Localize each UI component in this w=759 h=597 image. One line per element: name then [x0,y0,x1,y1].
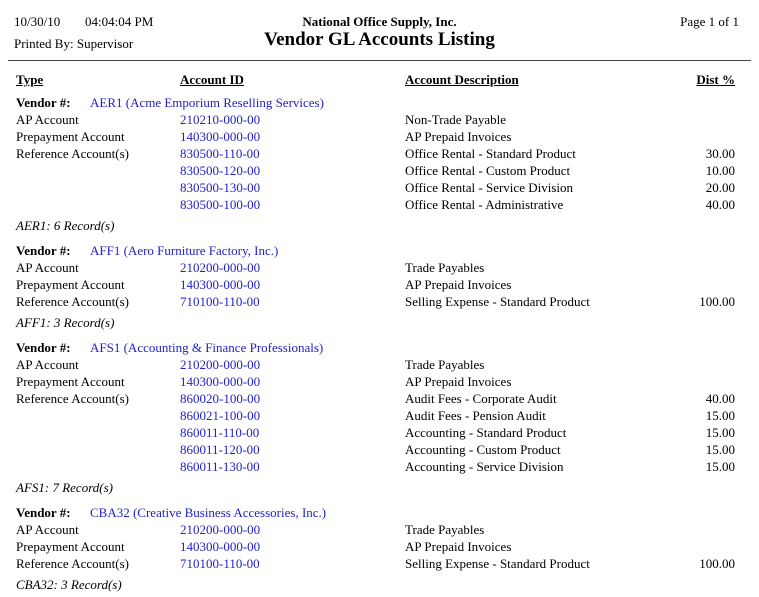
account-type-label: AP Account [16,112,79,127]
account-rows [0,356,759,475]
page-indicator: Page 1 of 1 [680,14,739,29]
account-type-label: Prepayment Account [16,374,125,389]
vendor-section [0,504,759,593]
vendor-section [0,94,759,234]
company-name: National Office Supply, Inc. [302,14,457,29]
account-id-link[interactable]: 860021-100-00 [180,408,261,423]
vendor-row [0,242,759,259]
account-id-link[interactable]: 860011-120-00 [180,442,260,457]
dist-percent [665,276,735,293]
account-description: Accounting - Standard Product [405,425,567,440]
account-type-label [16,458,180,475]
vendor-row [0,339,759,356]
account-row [0,293,759,310]
account-type-label: Reference Account(s) [16,391,129,406]
vendor-record-count: AFF1: 3 Record(s) [16,315,115,330]
dist-percent [665,111,735,128]
column-header-account-id: Account ID [180,72,244,87]
account-id-link[interactable]: 830500-100-00 [180,197,261,212]
account-row [0,555,759,572]
account-type-label: Prepayment Account [16,277,125,292]
dist-percent: 15.00 [705,442,735,457]
account-rows [0,259,759,310]
account-rows [0,521,759,572]
dist-percent: 40.00 [705,391,735,406]
vendor-section [0,242,759,331]
account-id-link[interactable]: 860011-130-00 [180,459,260,474]
account-type-label: AP Account [16,522,79,537]
account-row [0,356,759,373]
account-row [0,441,759,458]
report-date: 10/30/10 [14,14,61,29]
dist-percent: 30.00 [705,146,735,161]
account-rows [0,111,759,213]
dist-percent: 40.00 [705,197,735,212]
account-type-label: Reference Account(s) [16,146,129,161]
vendor-number-label: Vendor #: [16,243,71,258]
account-description: Non-Trade Payable [405,112,506,127]
account-row [0,162,759,179]
account-id-link[interactable]: 140300-000-00 [180,277,261,292]
dist-percent: 100.00 [699,294,735,309]
account-row [0,390,759,407]
vendor-name-link[interactable]: AFS1 (Accounting & Finance Professionals) [90,340,324,355]
account-id-link[interactable]: 830500-110-00 [180,146,260,161]
account-description: Office Rental - Administrative [405,197,564,212]
account-row [0,458,759,475]
column-header-description: Account Description [405,72,519,87]
account-type-label [16,196,180,213]
vendor-record-count: AFS1: 7 Record(s) [16,480,113,495]
account-id-link[interactable]: 210210-000-00 [180,112,261,127]
dist-percent: 15.00 [705,425,735,440]
vendor-number-label: Vendor #: [16,505,71,520]
account-type-label: AP Account [16,260,79,275]
account-type-label [16,424,180,441]
account-type-label: Reference Account(s) [16,556,129,571]
account-description: Audit Fees - Corporate Audit [405,391,557,406]
account-id-link[interactable]: 710100-110-00 [180,294,260,309]
header-rule [8,60,751,61]
account-description: AP Prepaid Invoices [405,539,512,554]
vendor-sections [0,94,759,593]
account-row [0,373,759,390]
dist-percent [665,521,735,538]
account-id-link[interactable]: 830500-120-00 [180,163,261,178]
vendor-name-link[interactable]: CBA32 (Creative Business Accessories, Inc.) [90,505,327,520]
dist-percent [665,356,735,373]
dist-percent [665,538,735,555]
account-id-link[interactable]: 140300-000-00 [180,374,261,389]
account-id-link[interactable]: 210200-000-00 [180,522,261,537]
account-row [0,259,759,276]
printed-by: Printed By: Supervisor [14,36,134,51]
account-type-label [16,179,180,196]
account-id-link[interactable]: 140300-000-00 [180,129,261,144]
account-description: AP Prepaid Invoices [405,374,512,389]
account-id-link[interactable]: 710100-110-00 [180,556,260,571]
vendor-name-link[interactable]: AFF1 (Aero Furniture Factory, Inc.) [90,243,279,258]
vendor-record-count: AER1: 6 Record(s) [16,218,115,233]
account-row [0,276,759,293]
account-id-link[interactable]: 210200-000-00 [180,357,261,372]
report-title: Vendor GL Accounts Listing [264,29,495,50]
vendor-record-count: CBA32: 3 Record(s) [16,577,122,592]
account-type-label: AP Account [16,357,79,372]
vendor-number-label: Vendor #: [16,95,71,110]
account-description: AP Prepaid Invoices [405,277,512,292]
dist-percent [665,128,735,145]
account-row [0,111,759,128]
account-id-link[interactable]: 860020-100-00 [180,391,261,406]
account-row [0,179,759,196]
dist-percent: 15.00 [705,459,735,474]
account-id-link[interactable]: 140300-000-00 [180,539,261,554]
column-header-dist: Dist % [696,72,735,87]
account-type-label [16,162,180,179]
account-row [0,538,759,555]
column-header-type: Type [16,72,44,87]
account-description: Office Rental - Service Division [405,180,573,195]
account-id-link[interactable]: 210200-000-00 [180,260,261,275]
account-description: Accounting - Service Division [405,459,564,474]
vendor-name-link[interactable]: AER1 (Acme Emporium Reselling Services) [90,95,324,110]
account-type-label: Reference Account(s) [16,294,129,309]
column-headers [0,71,759,88]
vendor-row [0,94,759,111]
account-row [0,521,759,538]
account-description: Office Rental - Custom Product [405,163,571,178]
account-row [0,407,759,424]
account-type-label: Prepayment Account [16,539,125,554]
dist-percent: 20.00 [705,180,735,195]
account-description: Accounting - Custom Product [405,442,561,457]
account-description: Trade Payables [405,357,485,372]
account-row [0,128,759,145]
dist-percent: 100.00 [699,556,735,571]
account-description: AP Prepaid Invoices [405,129,512,144]
account-description: Trade Payables [405,260,485,275]
account-id-link[interactable]: 860011-110-00 [180,425,260,440]
account-description: Trade Payables [405,522,485,537]
account-row [0,196,759,213]
vendor-row [0,504,759,521]
dist-percent [665,259,735,276]
report-body [0,71,759,593]
account-row [0,145,759,162]
account-description: Selling Expense - Standard Product [405,556,590,571]
account-type-label [16,441,180,458]
account-description: Selling Expense - Standard Product [405,294,590,309]
account-type-label [16,407,180,424]
vendor-section [0,339,759,496]
account-type-label: Prepayment Account [16,129,125,144]
account-id-link[interactable]: 830500-130-00 [180,180,261,195]
dist-percent [665,373,735,390]
report-time: 04:04:04 PM [85,14,154,29]
dist-percent: 10.00 [705,163,735,178]
dist-percent: 15.00 [705,408,735,423]
vendor-number-label: Vendor #: [16,340,71,355]
account-description: Audit Fees - Pension Audit [405,408,546,423]
account-row [0,424,759,441]
account-description: Office Rental - Standard Product [405,146,576,161]
